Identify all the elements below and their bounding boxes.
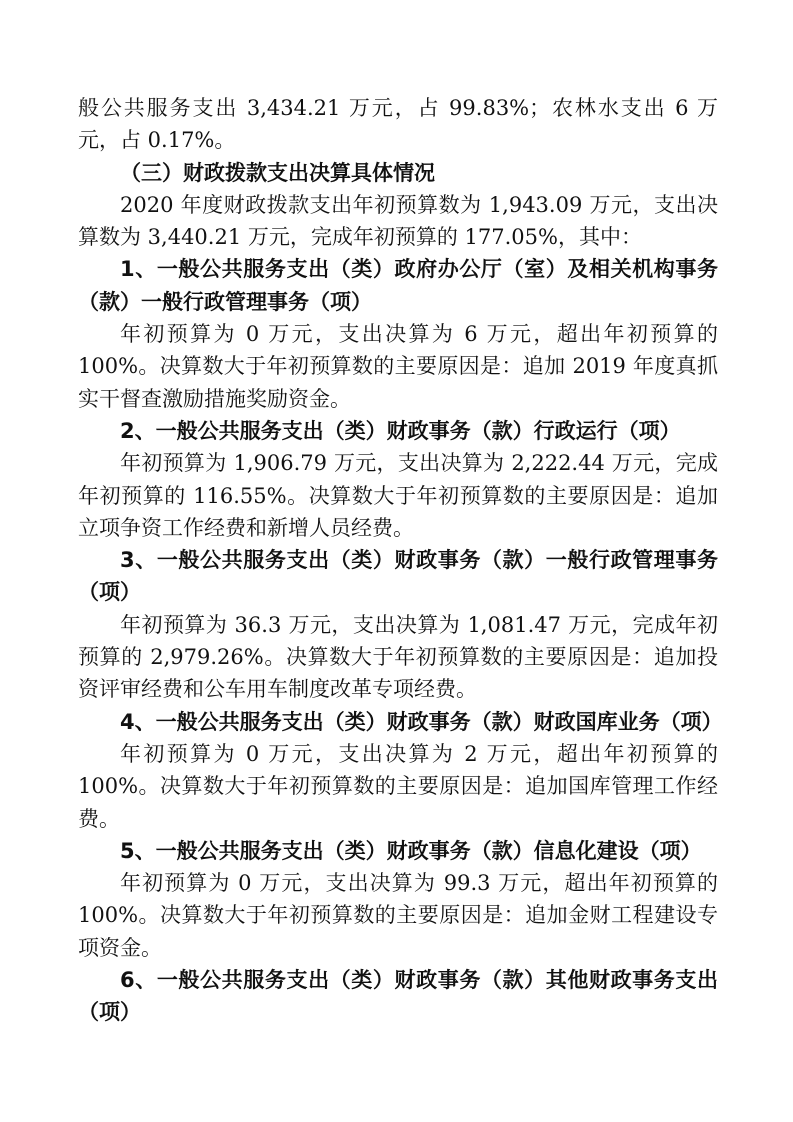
item-5-body: 年初预算为 0 万元，支出决算为 99.3 万元，超出年初预算的 100%。决算数大于年初预算数的主要原因是：追加金财工程建设专项资金。 [78,871,718,960]
opening-paragraph: 般公共服务支出 3,434.21 万元，占 99.83%；农林水支出 6 万元，占 0.17%。 [78,96,718,153]
item-5-heading: 5、一般公共服务支出（类）财政事务（款）信息化建设（项） [120,838,702,863]
summary-paragraph: 2020 年度财政拨款支出年初预算数为 1,943.09 万元，支出决算数为 3,440.21 万元，完成年初预算的 177.05%，其中： [78,192,718,250]
document-page [78,92,723,1029]
item-3-heading: 3、一般公共服务支出（类）财政事务（款）一般行政管理事务（项） [78,548,718,605]
item-4-heading: 4、一般公共服务支出（类）财政事务（款）财政国库业务（项） [120,709,723,734]
item-4-body: 年初预算为 0 万元，支出决算为 2 万元，超出年初预算的 100%。决算数大于年初预算数的主要原因是：追加国库管理工作经费。 [78,741,718,831]
item-6-heading: 6、一般公共服务支出（类）财政事务（款）其他财政事务支出（项） [78,968,718,1025]
item-2-body: 年初预算为 1,906.79 万元，支出决算为 2,222.44 万元，完成年初预算的 116.55%。决算数大于年初预算数的主要原因是：追加立项争资工作经费和新增人员经费。 [78,451,718,540]
item-1-heading: 1、一般公共服务支出（类）政府办公厅（室）及相关机构事务（款）一般行政管理事务（项） [78,257,718,314]
item-1-body: 年初预算为 0 万元，支出决算为 6 万元，超出年初预算的 100%。决算数大于年初预算数的主要原因是：追加 2019 年度真抓实干督查激励措施奖励资金。 [78,322,718,411]
item-2-heading: 2、一般公共服务支出（类）财政事务（款）行政运行（项） [120,418,681,443]
section-title: （三）财政拨款支出决算具体情况 [120,160,435,185]
item-3-body: 年初预算为 36.3 万元，支出决算为 1,081.47 万元，完成年初预算的 2,979.26%。决算数大于年初预算数的主要原因是：追加投资评审经费和公车用车制度改革专项经费。 [78,612,718,702]
